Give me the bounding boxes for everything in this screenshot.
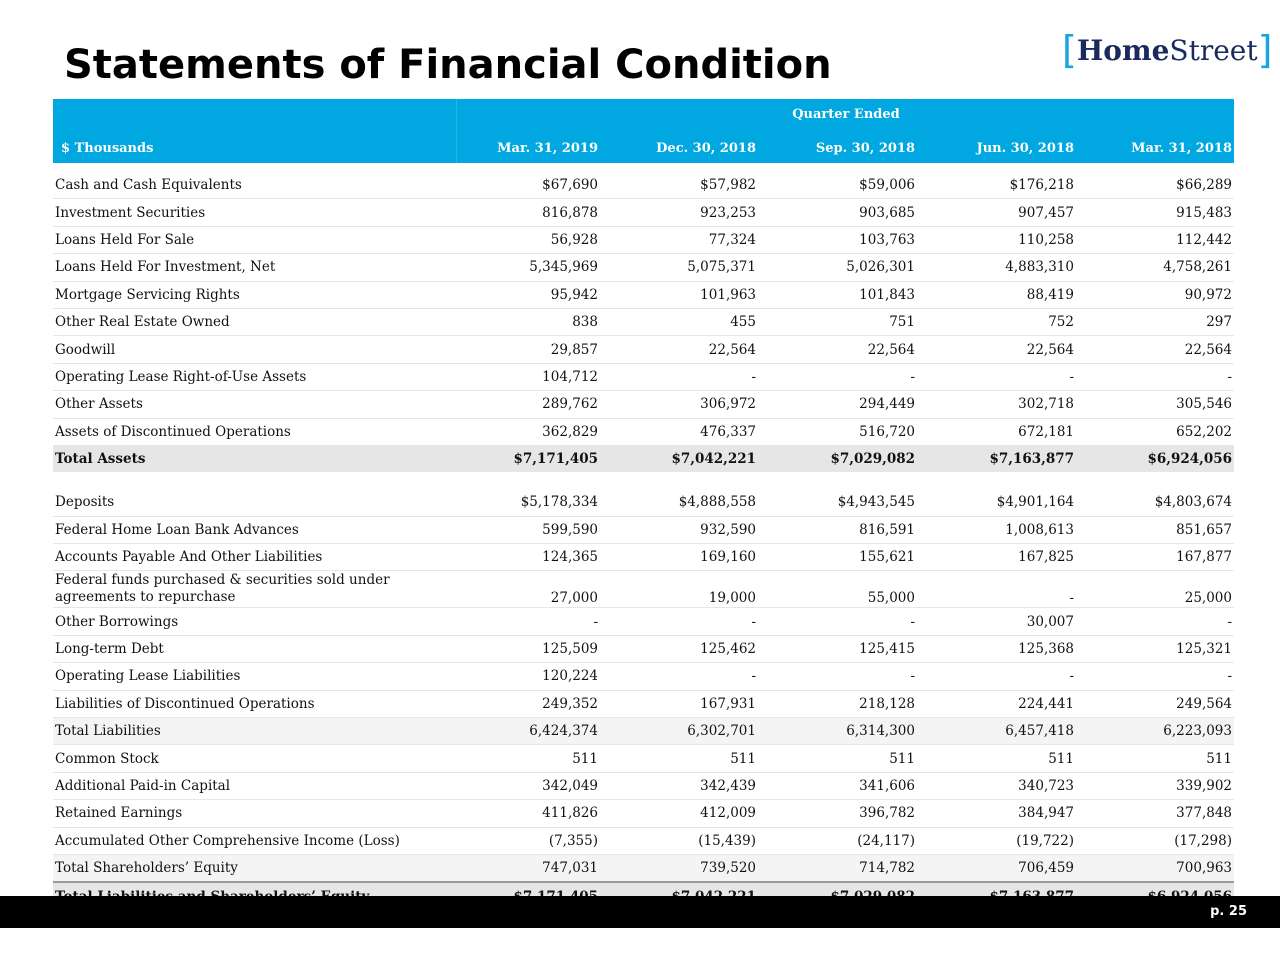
row-value: 5,075,371: [600, 254, 758, 281]
row-value: 55,000: [758, 571, 917, 608]
row-value: 838: [455, 308, 600, 335]
row-label: Federal funds purchased & securities sold under agreements to repurchase: [53, 571, 455, 608]
row-value: 305,546: [1076, 391, 1234, 418]
row-value: 112,442: [1076, 226, 1234, 253]
row-value: 4,883,310: [917, 254, 1076, 281]
logo-name-street: Street: [1169, 33, 1258, 67]
row-value: 516,720: [758, 418, 917, 445]
table-row: [53, 199, 1234, 226]
row-value: 816,878: [455, 199, 600, 226]
row-value: 218,128: [758, 690, 917, 717]
table-row: [53, 718, 1234, 745]
row-value: 104,712: [455, 363, 600, 390]
row-value: 739,520: [600, 854, 758, 882]
table-row: [53, 690, 1234, 717]
row-value: 752: [917, 308, 1076, 335]
table-row: [53, 772, 1234, 799]
row-value: 511: [600, 745, 758, 772]
row-value: $59,006: [758, 172, 917, 199]
row-value: 342,439: [600, 772, 758, 799]
table-row: [53, 571, 1234, 608]
spacer-cell: [1076, 472, 1234, 489]
quarter-ended-label: Quarter Ended: [792, 107, 900, 122]
row-value: $5,178,334: [455, 489, 600, 516]
logo-left-bracket: [: [1062, 28, 1077, 72]
section-spacer: [53, 472, 1234, 489]
row-value: 5,345,969: [455, 254, 600, 281]
row-value: 167,931: [600, 690, 758, 717]
row-value: 6,223,093: [1076, 718, 1234, 745]
row-value: $7,163,877: [917, 445, 1076, 472]
table-row: [53, 663, 1234, 690]
row-value: 455: [600, 308, 758, 335]
row-value: 289,762: [455, 391, 600, 418]
row-label: Other Borrowings: [53, 608, 455, 635]
table-row: [53, 745, 1234, 772]
homestreet-logo: [1062, 28, 1273, 72]
column-header-mar-2018: Mar. 31, 2018: [1131, 141, 1232, 156]
row-value: -: [917, 663, 1076, 690]
row-label: Deposits: [53, 489, 455, 516]
row-value: 341,606: [758, 772, 917, 799]
row-value: 125,509: [455, 635, 600, 662]
row-value: 511: [455, 745, 600, 772]
row-value: 224,441: [917, 690, 1076, 717]
row-label: Total Shareholders’ Equity: [53, 854, 455, 882]
row-value: 169,160: [600, 544, 758, 571]
column-header-sep-2018: Sep. 30, 2018: [815, 141, 915, 156]
row-value: 101,843: [758, 281, 917, 308]
row-value: 816,591: [758, 516, 917, 543]
row-value: -: [600, 663, 758, 690]
column-header-mar-2019: Mar. 31, 2019: [497, 141, 598, 156]
row-label: Operating Lease Liabilities: [53, 663, 455, 690]
row-value: 90,972: [1076, 281, 1234, 308]
row-value: $67,690: [455, 172, 600, 199]
row-value: 932,590: [600, 516, 758, 543]
row-value: -: [758, 663, 917, 690]
row-value: 22,564: [917, 336, 1076, 363]
spacer-cell: [758, 472, 917, 489]
row-value: 302,718: [917, 391, 1076, 418]
row-label: Retained Earnings: [53, 800, 455, 827]
row-label: Investment Securities: [53, 199, 455, 226]
row-label: Common Stock: [53, 745, 455, 772]
row-value: 377,848: [1076, 800, 1234, 827]
spacer-cell: [600, 472, 758, 489]
row-value: 110,258: [917, 226, 1076, 253]
row-value: $4,943,545: [758, 489, 917, 516]
table-row: [53, 281, 1234, 308]
spacer-cell: [53, 472, 455, 489]
row-value: 6,424,374: [455, 718, 600, 745]
row-value: 22,564: [1076, 336, 1234, 363]
row-value: 700,963: [1076, 854, 1234, 882]
row-value: 297: [1076, 308, 1234, 335]
row-value: 249,564: [1076, 690, 1234, 717]
row-value: 907,457: [917, 199, 1076, 226]
row-value: 915,483: [1076, 199, 1234, 226]
row-value: -: [600, 608, 758, 635]
column-header-dec-2018: Dec. 30, 2018: [656, 141, 756, 156]
row-label: Mortgage Servicing Rights: [53, 281, 455, 308]
row-label: Assets of Discontinued Operations: [53, 418, 455, 445]
row-value: 125,321: [1076, 635, 1234, 662]
table-row: [53, 418, 1234, 445]
spacer-cell: [917, 472, 1076, 489]
row-value: (7,355): [455, 827, 600, 854]
table-row: [53, 635, 1234, 662]
row-label: Federal Home Loan Bank Advances: [53, 516, 455, 543]
row-value: 88,419: [917, 281, 1076, 308]
row-value: 95,942: [455, 281, 600, 308]
row-value: 124,365: [455, 544, 600, 571]
row-label: Accumulated Other Comprehensive Income (Loss): [53, 827, 455, 854]
row-label: Loans Held For Investment, Net: [53, 254, 455, 281]
row-label: Long-term Debt: [53, 635, 455, 662]
row-value: $7,029,082: [758, 445, 917, 472]
row-value: 6,457,418: [917, 718, 1076, 745]
row-value: 599,590: [455, 516, 600, 543]
row-value: 30,007: [917, 608, 1076, 635]
row-value: 294,449: [758, 391, 917, 418]
row-label: Loans Held For Sale: [53, 226, 455, 253]
spacer-cell: [455, 472, 600, 489]
table-row: [53, 489, 1234, 516]
row-value: -: [917, 571, 1076, 608]
table-row: [53, 608, 1234, 635]
row-value: 342,049: [455, 772, 600, 799]
row-label: Goodwill: [53, 336, 455, 363]
row-value: 340,723: [917, 772, 1076, 799]
row-value: 77,324: [600, 226, 758, 253]
row-value: 851,657: [1076, 516, 1234, 543]
row-value: 411,826: [455, 800, 600, 827]
row-value: $7,171,405: [455, 445, 600, 472]
row-label: Operating Lease Right-of-Use Assets: [53, 363, 455, 390]
row-value: -: [455, 608, 600, 635]
table-row: [53, 254, 1234, 281]
row-value: 103,763: [758, 226, 917, 253]
row-value: $4,901,164: [917, 489, 1076, 516]
table-row: [53, 226, 1234, 253]
row-value: 362,829: [455, 418, 600, 445]
row-value: 511: [1076, 745, 1234, 772]
row-value: 125,462: [600, 635, 758, 662]
row-value: 25,000: [1076, 571, 1234, 608]
table-row: [53, 308, 1234, 335]
row-value: 125,368: [917, 635, 1076, 662]
row-value: 396,782: [758, 800, 917, 827]
row-value: $66,289: [1076, 172, 1234, 199]
row-value: 22,564: [758, 336, 917, 363]
row-value: 339,902: [1076, 772, 1234, 799]
table-row: [53, 445, 1234, 472]
row-value: 167,877: [1076, 544, 1234, 571]
row-value: 29,857: [455, 336, 600, 363]
row-value: 6,302,701: [600, 718, 758, 745]
row-value: 751: [758, 308, 917, 335]
row-label: Accounts Payable And Other Liabilities: [53, 544, 455, 571]
row-value: $4,888,558: [600, 489, 758, 516]
table-row: [53, 544, 1234, 571]
row-value: -: [758, 363, 917, 390]
row-value: (19,722): [917, 827, 1076, 854]
row-label: Total Assets: [53, 445, 455, 472]
row-value: 714,782: [758, 854, 917, 882]
table-row: [53, 516, 1234, 543]
row-value: 125,415: [758, 635, 917, 662]
thousands-label: $ Thousands: [61, 141, 154, 156]
row-value: 672,181: [917, 418, 1076, 445]
row-value: 511: [917, 745, 1076, 772]
row-value: 706,459: [917, 854, 1076, 882]
row-value: 923,253: [600, 199, 758, 226]
row-value: -: [600, 363, 758, 390]
row-value: $6,924,056: [1076, 445, 1234, 472]
column-header-jun-2018: Jun. 30, 2018: [976, 141, 1074, 156]
table-row: [53, 827, 1234, 854]
table-row: [53, 391, 1234, 418]
row-label: Cash and Cash Equivalents: [53, 172, 455, 199]
row-value: 306,972: [600, 391, 758, 418]
row-label: Liabilities of Discontinued Operations: [53, 690, 455, 717]
row-value: 6,314,300: [758, 718, 917, 745]
row-value: (24,117): [758, 827, 917, 854]
table-row: [53, 363, 1234, 390]
row-value: 155,621: [758, 544, 917, 571]
row-label: Other Real Estate Owned: [53, 308, 455, 335]
row-label: Additional Paid-in Capital: [53, 772, 455, 799]
page-number: p. 25: [1210, 904, 1247, 919]
row-value: 167,825: [917, 544, 1076, 571]
row-value: 249,352: [455, 690, 600, 717]
row-value: -: [917, 363, 1076, 390]
financial-table-body: [53, 172, 1234, 911]
table-row: [53, 800, 1234, 827]
row-value: $7,042,221: [600, 445, 758, 472]
row-value: 101,963: [600, 281, 758, 308]
row-value: 56,928: [455, 226, 600, 253]
row-value: $176,218: [917, 172, 1076, 199]
row-value: -: [1076, 663, 1234, 690]
row-value: 476,337: [600, 418, 758, 445]
row-value: 1,008,613: [917, 516, 1076, 543]
row-value: -: [1076, 608, 1234, 635]
row-value: 27,000: [455, 571, 600, 608]
row-value: (15,439): [600, 827, 758, 854]
row-value: 903,685: [758, 199, 917, 226]
row-value: -: [758, 608, 917, 635]
logo-name-home: Home: [1076, 33, 1170, 67]
row-value: 652,202: [1076, 418, 1234, 445]
row-value: $4,803,674: [1076, 489, 1234, 516]
row-value: (17,298): [1076, 827, 1234, 854]
row-value: 412,009: [600, 800, 758, 827]
logo-right-bracket: ]: [1257, 28, 1273, 72]
table-row: [53, 854, 1234, 882]
row-label: Other Assets: [53, 391, 455, 418]
financial-condition-table: [53, 172, 1234, 912]
table-row: [53, 172, 1234, 199]
row-value: 4,758,261: [1076, 254, 1234, 281]
row-value: -: [1076, 363, 1234, 390]
table-row: [53, 336, 1234, 363]
row-value: $57,982: [600, 172, 758, 199]
row-value: 384,947: [917, 800, 1076, 827]
row-value: 747,031: [455, 854, 600, 882]
row-label: Total Liabilities: [53, 718, 455, 745]
row-value: 511: [758, 745, 917, 772]
row-value: 22,564: [600, 336, 758, 363]
footer-bar: [0, 896, 1280, 928]
row-value: 5,026,301: [758, 254, 917, 281]
page-title: Statements of Financial Condition: [64, 42, 832, 88]
row-value: 19,000: [600, 571, 758, 608]
row-value: 120,224: [455, 663, 600, 690]
